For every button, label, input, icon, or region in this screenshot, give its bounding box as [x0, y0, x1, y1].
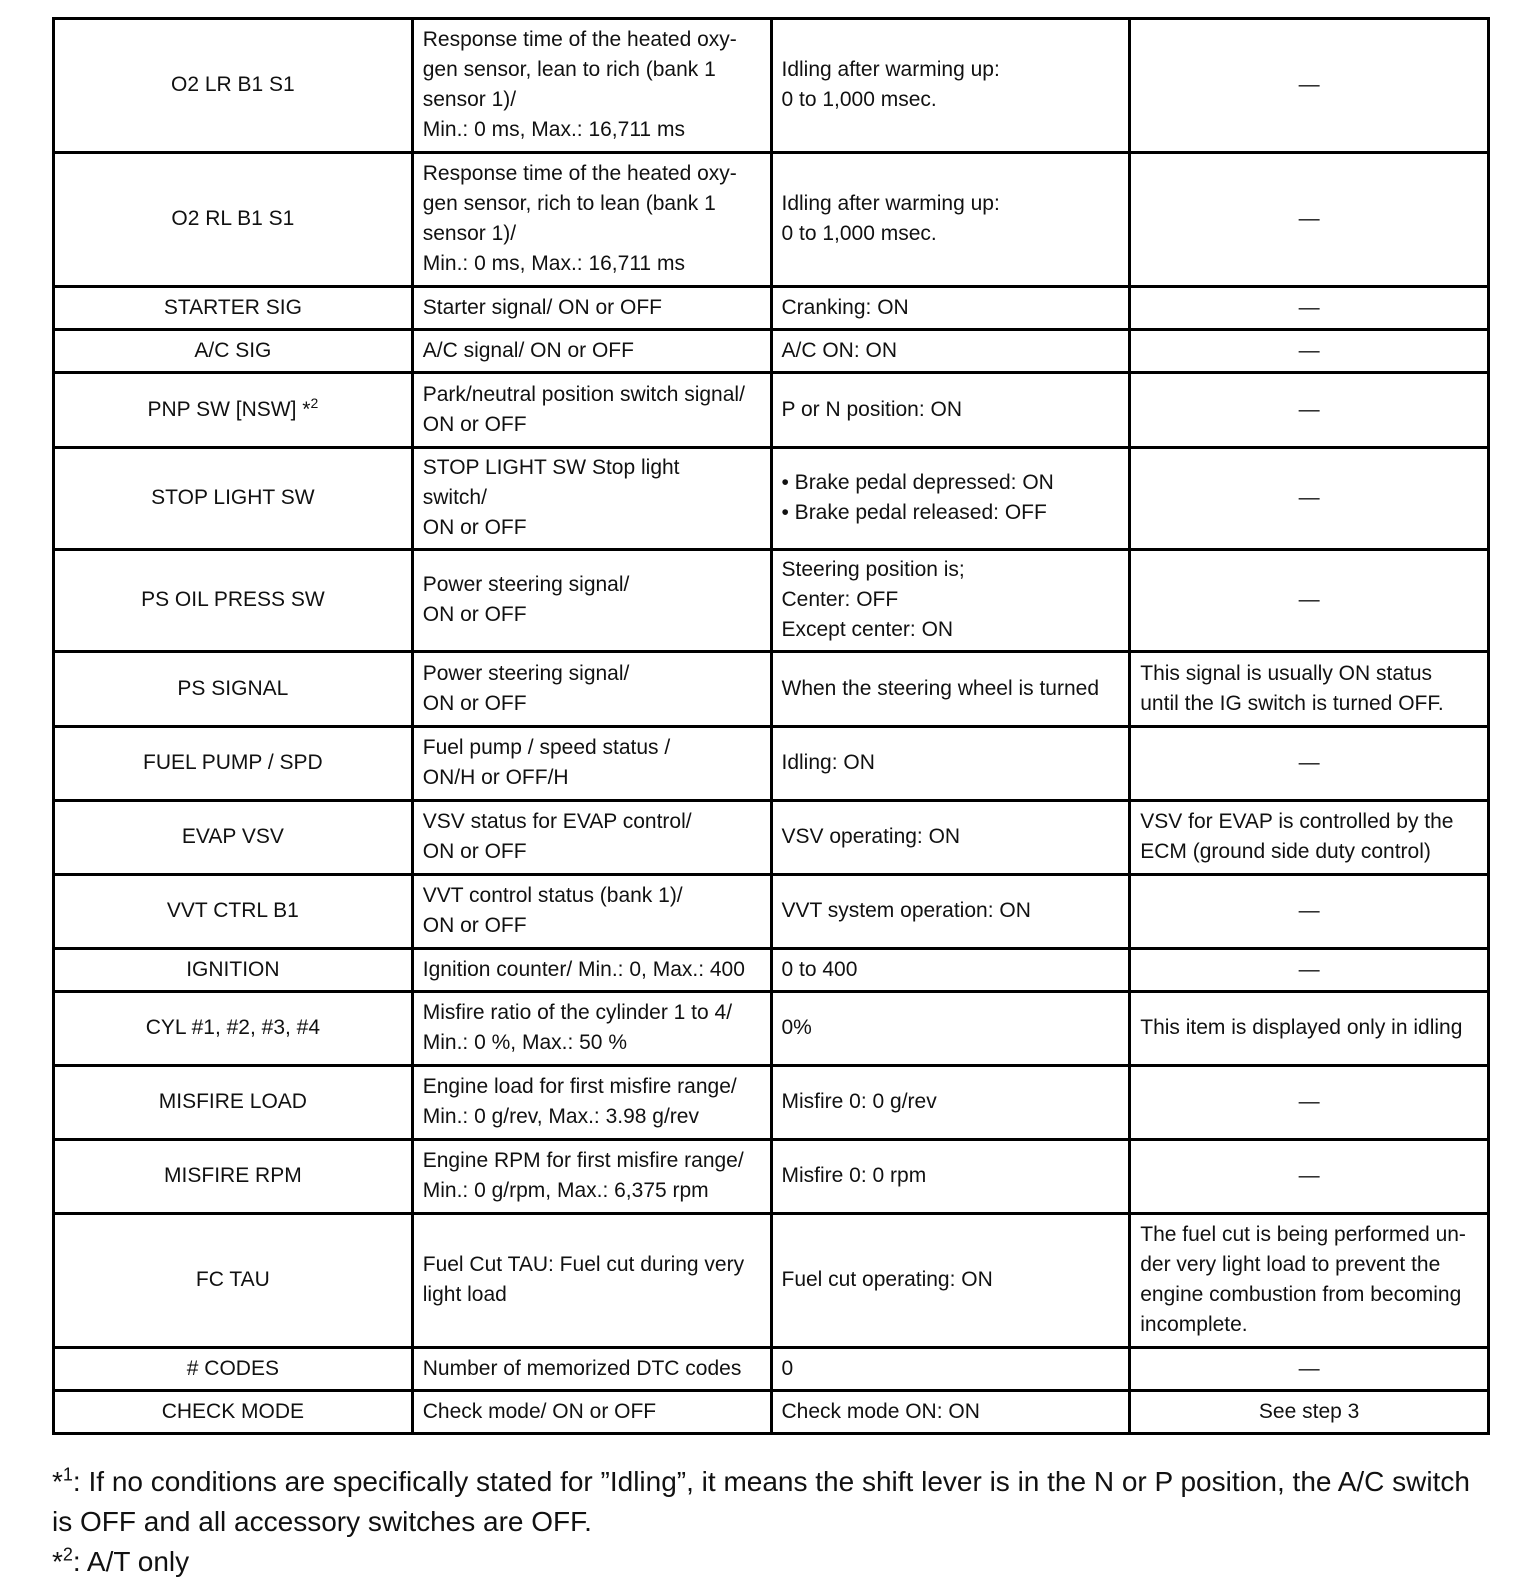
item-cell: STARTER SIG — [54, 287, 413, 330]
footnote-number: 1 — [62, 1464, 73, 1485]
item-cell: # CODES — [54, 1348, 413, 1391]
condition-bullet: • Brake pedal released: OFF — [781, 501, 1047, 524]
condition-cell: Idling after warming up: 0 to 1,000 msec. — [771, 153, 1130, 287]
item-cell: STOP LIGHT SW — [54, 448, 413, 550]
condition-cell: When the steering wheel is turned — [771, 652, 1130, 727]
item-label: PNP SW [NSW] * — [147, 397, 311, 421]
note-cell: — — [1130, 727, 1489, 801]
condition-cell: Idling after warming up: 0 to 1,000 msec. — [771, 19, 1130, 153]
note-cell: The fuel cut is being performed un- der very light load to prevent the engine combustion from becoming incomplete. — [1130, 1214, 1489, 1348]
description-cell: Engine load for first misfire range/ Min.: 0 g/rev, Max.: 3.98 g/rev — [412, 1066, 771, 1140]
note-cell: — — [1130, 550, 1489, 652]
note-cell: — — [1130, 949, 1489, 992]
item-cell: VVT CTRL B1 — [54, 875, 413, 949]
item-cell — [54, 373, 413, 448]
note-cell: This item is displayed only in idling — [1130, 992, 1489, 1066]
table-row — [54, 153, 1489, 287]
condition-cell: Check mode ON: ON — [771, 1391, 1130, 1434]
item-cell: IGNITION — [54, 949, 413, 992]
condition-cell: 0 — [771, 1348, 1130, 1391]
condition-cell: VVT system operation: ON — [771, 875, 1130, 949]
table-row — [54, 373, 1489, 448]
item-cell: FUEL PUMP / SPD — [54, 727, 413, 801]
description-cell: Park/neutral position switch signal/ ON or OFF — [412, 373, 771, 448]
description-cell: Response time of the heated oxy- gen sensor, rich to lean (bank 1 sensor 1)/ Min.: 0 ms, Max.: 16,711 ms — [412, 153, 771, 287]
description-cell: Ignition counter/ Min.: 0, Max.: 400 — [412, 949, 771, 992]
table-row — [54, 1391, 1489, 1434]
note-cell: — — [1130, 1066, 1489, 1140]
note-cell: VSV for EVAP is controlled by the ECM (ground side duty control) — [1130, 801, 1489, 875]
condition-cell: Steering position is; Center: OFF Except center: ON — [771, 550, 1130, 652]
footnote-mark: * — [52, 1466, 63, 1497]
note-cell: — — [1130, 875, 1489, 949]
footnote-ref: 2 — [310, 394, 319, 411]
note-cell: — — [1130, 153, 1489, 287]
item-cell: MISFIRE RPM — [54, 1140, 413, 1214]
table-row — [54, 448, 1489, 550]
footnote-2 — [52, 1542, 1492, 1582]
description-cell: VVT control status (bank 1)/ ON or OFF — [412, 875, 771, 949]
table-row — [54, 801, 1489, 875]
note-cell: This signal is usually ON status until the IG switch is turned OFF. — [1130, 652, 1489, 727]
note-cell: — — [1130, 287, 1489, 330]
condition-bullet: • Brake pedal depressed: ON — [781, 471, 1054, 494]
condition-cell: Cranking: ON — [771, 287, 1130, 330]
note-cell: — — [1130, 1348, 1489, 1391]
note-cell: — — [1130, 448, 1489, 550]
table-row — [54, 949, 1489, 992]
condition-cell: Fuel cut operating: ON — [771, 1214, 1130, 1348]
note-cell: — — [1130, 373, 1489, 448]
description-cell: STOP LIGHT SW Stop light switch/ ON or OFF — [412, 448, 771, 550]
description-cell: Starter signal/ ON or OFF — [412, 287, 771, 330]
condition-cell — [771, 448, 1130, 550]
description-cell: Fuel Cut TAU: Fuel cut during very light load — [412, 1214, 771, 1348]
description-cell: Number of memorized DTC codes — [412, 1348, 771, 1391]
description-cell: Power steering signal/ ON or OFF — [412, 550, 771, 652]
item-cell: PS OIL PRESS SW — [54, 550, 413, 652]
description-cell: Power steering signal/ ON or OFF — [412, 652, 771, 727]
item-cell: O2 RL B1 S1 — [54, 153, 413, 287]
note-cell: — — [1130, 1140, 1489, 1214]
table-row — [54, 1348, 1489, 1391]
item-cell: PS SIGNAL — [54, 652, 413, 727]
table-row — [54, 875, 1489, 949]
condition-cell: Idling: ON — [771, 727, 1130, 801]
note-cell: — — [1130, 19, 1489, 153]
description-cell: Fuel pump / speed status / ON/H or OFF/H — [412, 727, 771, 801]
item-cell: CHECK MODE — [54, 1391, 413, 1434]
item-cell: FC TAU — [54, 1214, 413, 1348]
table-row — [54, 330, 1489, 373]
condition-cell: Misfire 0: 0 rpm — [771, 1140, 1130, 1214]
table-row — [54, 287, 1489, 330]
item-cell: O2 LR B1 S1 — [54, 19, 413, 153]
note-cell: See step 3 — [1130, 1391, 1489, 1434]
description-cell: VSV status for EVAP control/ ON or OFF — [412, 801, 771, 875]
table-row — [54, 992, 1489, 1066]
description-cell: Misfire ratio of the cylinder 1 to 4/ Min.: 0 %, Max.: 50 % — [412, 992, 771, 1066]
table-row — [54, 652, 1489, 727]
description-cell: A/C signal/ ON or OFF — [412, 330, 771, 373]
footnote-mark: * — [52, 1546, 63, 1577]
description-cell: Check mode/ ON or OFF — [412, 1391, 771, 1434]
table-row — [54, 1066, 1489, 1140]
item-cell: CYL #1, #2, #3, #4 — [54, 992, 413, 1066]
table-row — [54, 1140, 1489, 1214]
table-row — [54, 1214, 1489, 1348]
condition-cell: A/C ON: ON — [771, 330, 1130, 373]
footnote-text: : If no conditions are specifically stated for ”Idling”, it means the shift lever is in the N or P position, the A/C switch is OFF and all accessory switches are OFF. — [52, 1466, 1470, 1537]
footnote-1 — [52, 1462, 1492, 1542]
footnote-number: 2 — [62, 1544, 73, 1565]
description-cell: Response time of the heated oxy- gen sensor, lean to rich (bank 1 sensor 1)/ Min.: 0 ms, Max.: 16,711 ms — [412, 19, 771, 153]
description-cell: Engine RPM for first misfire range/ Min.: 0 g/rpm, Max.: 6,375 rpm — [412, 1140, 771, 1214]
condition-cell: 0% — [771, 992, 1130, 1066]
table-row — [54, 550, 1489, 652]
item-cell: EVAP VSV — [54, 801, 413, 875]
footnote-text: : A/T only — [72, 1546, 190, 1577]
data-list-table — [52, 17, 1490, 1435]
condition-cell: P or N position: ON — [771, 373, 1130, 448]
item-cell: A/C SIG — [54, 330, 413, 373]
footnotes — [52, 1462, 1492, 1582]
item-cell: MISFIRE LOAD — [54, 1066, 413, 1140]
note-cell: — — [1130, 330, 1489, 373]
table-row — [54, 19, 1489, 153]
table-row — [54, 727, 1489, 801]
condition-cell: VSV operating: ON — [771, 801, 1130, 875]
condition-cell: 0 to 400 — [771, 949, 1130, 992]
condition-cell: Misfire 0: 0 g/rev — [771, 1066, 1130, 1140]
